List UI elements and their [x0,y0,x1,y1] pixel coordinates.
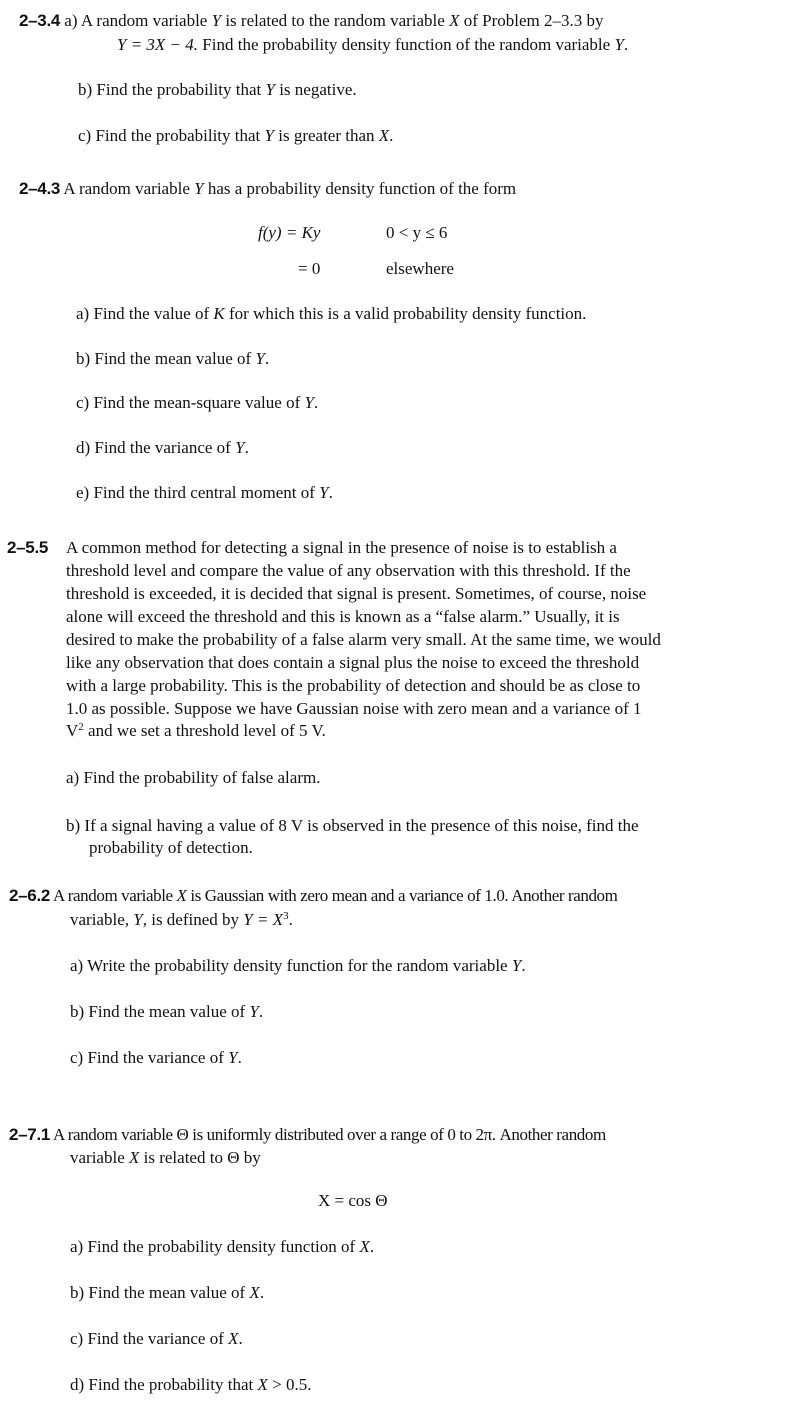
text: . [389,126,394,145]
text: . [259,1283,265,1302]
text: Find the probability that [95,126,265,145]
problem-2-6-2-line2 [70,910,293,930]
text: Find the value of [93,304,214,323]
problem-2-4-3-part-d [76,438,249,458]
text: Find the probability that [88,1375,258,1394]
text: . [369,1237,375,1256]
var: X [129,1148,140,1167]
part-label: b) [78,80,93,99]
text: Find the variance of [87,1048,229,1067]
text: Find the mean value of [88,1002,250,1021]
text: is negative. [274,80,357,99]
text: . [264,349,270,368]
text: Find the third central moment of [93,483,320,502]
problem-2-7-1-part-d [70,1375,311,1395]
problem-2-7-1-intro [9,1125,606,1145]
var: K [213,304,225,323]
problem-2-7-1-part-c [70,1329,243,1349]
text: Find the variance of [94,438,236,457]
var: X [249,1283,260,1302]
part-label: c) [70,1329,84,1348]
var: Y [265,80,275,99]
part-label: a) [76,304,90,323]
text: . [521,956,526,975]
problem-2-4-3-part-e [76,483,333,503]
text: Find the probability density function of [87,1237,360,1256]
var: Y [194,179,204,198]
problem-2-5-5-part-b-line2: probability of detection. [89,838,253,857]
value: 0.5 [285,1375,308,1394]
intro-line: 1.0 as possible. Suppose we have Gaussian noise with zero mean and a variance of 1 [66,699,642,718]
var: X [228,1329,239,1348]
text: A random variable Θ is uniformly distributed over a range of 0 to 2π. Another random [52,1125,606,1144]
text: Find the probability that [96,80,266,99]
equation: = 0 [298,259,321,278]
var: X [257,1375,268,1394]
var: Y [614,35,624,54]
var: Y [249,1002,259,1021]
text: . [623,35,629,54]
equation-row2-cond [386,259,454,279]
text: Find the mean-square value of [93,393,305,412]
part-label: a) [70,1237,84,1256]
var: Y [255,349,265,368]
text: . [307,1375,312,1394]
problem-2-6-2-part-a [70,956,526,976]
problem-2-7-1-part-b [70,1283,264,1303]
intro-line: A common method for detecting a signal in the presence of noise is to establish a [66,538,617,557]
intro-line: like any observation that does contain a signal plus the noise to exceed the threshold [66,653,640,672]
problem-number: 2–3.4 [19,11,61,30]
text: . [313,393,319,412]
var: X [378,126,390,145]
var: Y [319,483,329,502]
var: Y [304,393,314,412]
problem-2-7-1-line2 [70,1148,261,1168]
text: variable [70,1148,129,1167]
part-label: b) [70,1283,85,1302]
text: If a signal having a value of 8 V is observed in the presence of this noise, find the [84,816,639,835]
text: variable, [70,910,134,929]
problem-2-6-2-part-c [70,1048,242,1068]
condition: 0 < y ≤ 6 [386,223,448,242]
text: Find the mean value of [94,349,256,368]
equation-text: X = cos Θ [318,1191,388,1210]
intro-line: threshold level and compare the value of any observation with this threshold. If the [66,561,631,580]
part-label: b) [70,1002,85,1021]
text: A random variable [80,11,212,30]
text: is greater than [273,126,379,145]
var: X [176,886,187,905]
problem-2-6-2-intro [9,886,617,906]
var: Y [211,11,222,30]
part-label: d) [70,1375,85,1394]
var: X [449,11,460,30]
equation-row1-cond [386,223,447,243]
text: > [267,1375,286,1394]
problem-2-4-3-part-c [76,393,318,413]
text: . [237,1048,242,1067]
problem-number: 2–6.2 [9,886,51,905]
text: Write the probability density function for the random variable [87,956,512,975]
problem-2-4-3-part-b [76,349,269,369]
part-label: a) [66,768,80,787]
problem-number: 2–5.5 [7,538,49,557]
problem-2-3-4-part-b [78,80,357,100]
part-label: b) [66,816,81,835]
intro-line: desired to make the probability of a false alarm very small. At the same time, we would [66,630,661,649]
part-label: e) [76,483,90,502]
equation-row1-lhs [258,223,320,243]
intro-line: threshold is exceeded, it is decided that signal is present. Sometimes, of course, noise [66,584,647,603]
text: is related to Θ by [139,1148,261,1167]
var: Y [511,956,522,975]
condition: elsewhere [386,259,454,278]
part-label: b) [76,349,91,368]
var: X [359,1237,370,1256]
text: . [258,1002,264,1021]
part-label: a) [70,956,84,975]
var: Y [133,910,143,929]
problem-2-4-3-intro [19,179,516,199]
equation: Y = X [243,910,284,929]
text: Find the probability of false alarm. [83,768,321,787]
problem-2-3-4-line2 [117,35,628,55]
problem-2-3-4-line1 [19,11,603,31]
problem-2-6-2-part-b [70,1002,263,1022]
text: has a probability density function of the form [203,179,517,198]
text: . [288,910,293,929]
var: Y [235,438,245,457]
part-label: c) [76,393,90,412]
text: is Gaussian with zero mean and a variance of 1.0. Another random [186,886,618,905]
equation [318,1191,388,1211]
problem-2-5-5-part-b [66,816,639,836]
equation: Y = 3X − 4. [117,35,199,54]
problem-2-4-3-part-a [76,304,586,324]
var: Y [264,126,274,145]
text: Find the probability density function of the random variable [198,35,615,54]
text: V [66,721,79,740]
text: . [238,1329,243,1348]
intro-line: with a large probability. This is the probability of detection and should be as close to [66,676,641,695]
problem-number: 2–7.1 [9,1125,51,1144]
problem-number: 2–4.3 [19,179,61,198]
text: A random variable [63,179,195,198]
equation: f(y) = Ky [258,223,321,242]
text: is related to the random variable [221,11,450,30]
part-label: a) [64,11,78,30]
text: Find the mean value of [88,1283,250,1302]
text: A random variable [52,886,177,905]
problem-2-7-1-part-a [70,1237,374,1257]
intro-line: alone will exceed the threshold and this is known as a “false alarm.” Usually, it is [66,607,620,626]
part-label: d) [76,438,91,457]
intro-last-line [66,721,326,741]
part-label: c) [70,1048,84,1067]
text: . [244,438,249,457]
text: for which this is a valid probability density function. [224,304,587,323]
text: of Problem 2–3.3 by [459,11,604,30]
problem-2-5-5-part-a [66,768,320,788]
problem-2-3-4-part-c [78,126,393,146]
text: and we set a threshold level of 5 V. [83,721,326,740]
part-label: c) [78,126,92,145]
text: . [328,483,333,502]
text: , is defined by [142,910,244,929]
equation-row2-lhs [298,259,320,279]
superscript: 2 [78,721,84,733]
text: Find the variance of [87,1329,229,1348]
superscript: 3 [283,910,289,922]
var: Y [228,1048,238,1067]
